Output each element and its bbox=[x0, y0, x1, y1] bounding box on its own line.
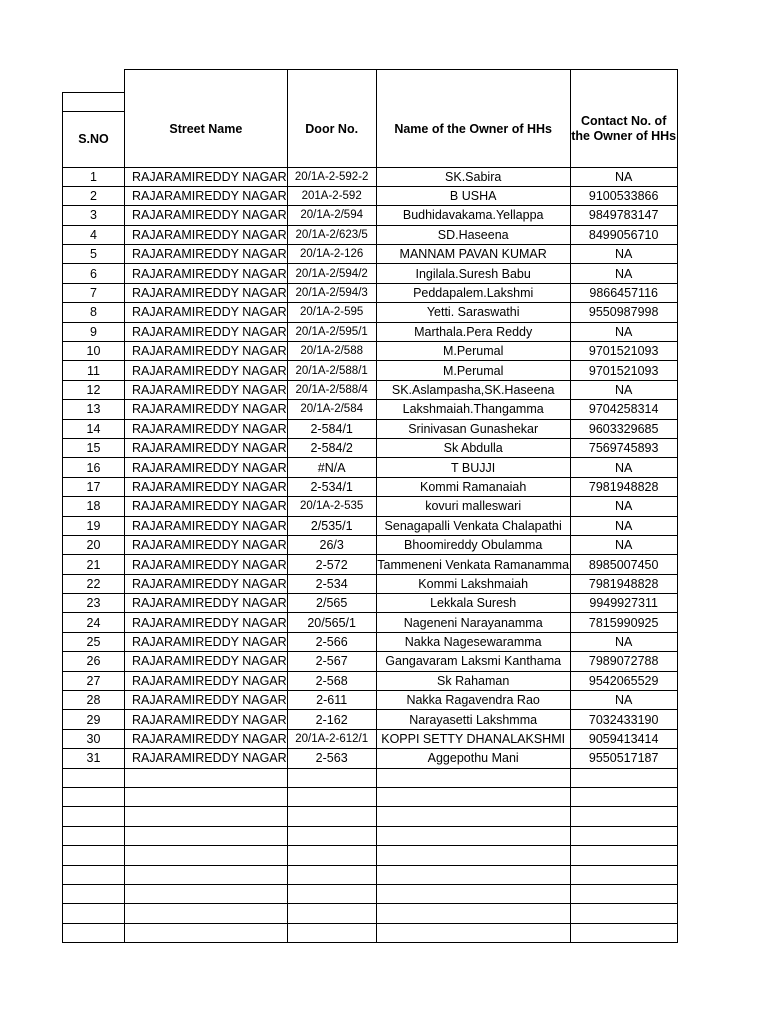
door-cell[interactable]: 20/1A-2/595/1 bbox=[287, 322, 376, 341]
empty-cell[interactable] bbox=[63, 92, 125, 111]
owner-cell[interactable]: SK.Sabira bbox=[376, 167, 570, 186]
street-cell[interactable]: RAJARAMIREDDY NAGAR bbox=[125, 555, 288, 574]
empty-cell[interactable] bbox=[570, 846, 677, 865]
contact-cell[interactable]: 9550517187 bbox=[570, 749, 677, 768]
street-cell[interactable]: RAJARAMIREDDY NAGAR bbox=[125, 419, 288, 438]
empty-row bbox=[63, 768, 678, 787]
table-row bbox=[63, 438, 678, 457]
empty-cell[interactable] bbox=[376, 807, 570, 826]
sno-cell[interactable]: 30 bbox=[63, 729, 125, 748]
empty-cell[interactable] bbox=[63, 904, 125, 923]
sno-header-cell bbox=[63, 111, 125, 167]
contact-cell[interactable]: 9603329685 bbox=[570, 419, 677, 438]
street-cell[interactable]: RAJARAMIREDDY NAGAR bbox=[125, 535, 288, 554]
contact-cell[interactable]: NA bbox=[570, 245, 677, 264]
empty-cell[interactable] bbox=[63, 788, 125, 807]
table-row bbox=[63, 167, 678, 186]
sno-cell[interactable]: 29 bbox=[63, 710, 125, 729]
header-spacer-row bbox=[63, 92, 678, 111]
sno-cell[interactable]: 13 bbox=[63, 400, 125, 419]
empty-cell[interactable] bbox=[125, 846, 288, 865]
street-cell[interactable]: RAJARAMIREDDY NAGAR bbox=[125, 574, 288, 593]
empty-cell[interactable] bbox=[63, 923, 125, 942]
table-row bbox=[63, 632, 678, 651]
sno-cell[interactable]: 22 bbox=[63, 574, 125, 593]
empty-cell bbox=[125, 92, 288, 167]
owner-cell[interactable]: Sk Rahaman bbox=[376, 671, 570, 690]
door-cell[interactable]: 26/3 bbox=[287, 535, 376, 554]
sno-cell[interactable]: 11 bbox=[63, 361, 125, 380]
owner-cell[interactable]: M.Perumal bbox=[376, 361, 570, 380]
street-cell[interactable]: RAJARAMIREDDY NAGAR bbox=[125, 303, 288, 322]
empty-row bbox=[63, 865, 678, 884]
contact-cell[interactable]: 9866457116 bbox=[570, 283, 677, 302]
sno-cell[interactable]: 20 bbox=[63, 535, 125, 554]
empty-cell[interactable] bbox=[287, 884, 376, 903]
street-cell[interactable]: RAJARAMIREDDY NAGAR bbox=[125, 729, 288, 748]
sno-cell[interactable]: 25 bbox=[63, 632, 125, 651]
owner-header: Name of the Owner of HHs bbox=[394, 122, 552, 137]
empty-cell[interactable] bbox=[376, 865, 570, 884]
contact-cell[interactable]: NA bbox=[570, 264, 677, 283]
sno-cell[interactable]: 7 bbox=[63, 283, 125, 302]
table-row bbox=[63, 322, 678, 341]
contact-cell[interactable]: 9701521093 bbox=[570, 342, 677, 361]
table-row bbox=[63, 729, 678, 748]
street-cell[interactable]: RAJARAMIREDDY NAGAR bbox=[125, 710, 288, 729]
door-cell[interactable]: 20/1A-2-612/1 bbox=[287, 729, 376, 748]
owner-cell[interactable]: Lakshmaiah.Thangamma bbox=[376, 400, 570, 419]
empty-cell[interactable] bbox=[570, 70, 677, 93]
empty-cell bbox=[287, 92, 376, 167]
door-cell[interactable]: 2-584/2 bbox=[287, 438, 376, 457]
door-cell[interactable]: 201A-2-592 bbox=[287, 186, 376, 205]
table-row bbox=[63, 652, 678, 671]
empty-cell[interactable] bbox=[287, 923, 376, 942]
sno-header: S.NO bbox=[78, 131, 109, 146]
street-cell[interactable]: RAJARAMIREDDY NAGAR bbox=[125, 283, 288, 302]
contact-cell[interactable]: 9849783147 bbox=[570, 206, 677, 225]
door-cell[interactable]: 20/1A-2-126 bbox=[287, 245, 376, 264]
empty-cell[interactable] bbox=[570, 884, 677, 903]
empty-cell[interactable] bbox=[287, 788, 376, 807]
sno-cell[interactable]: 10 bbox=[63, 342, 125, 361]
empty-cell[interactable] bbox=[570, 807, 677, 826]
empty-cell[interactable] bbox=[376, 904, 570, 923]
street-cell[interactable]: RAJARAMIREDDY NAGAR bbox=[125, 264, 288, 283]
door-cell[interactable]: 2/535/1 bbox=[287, 516, 376, 535]
table-row bbox=[63, 264, 678, 283]
sno-cell[interactable]: 14 bbox=[63, 419, 125, 438]
table-row bbox=[63, 186, 678, 205]
street-cell[interactable]: RAJARAMIREDDY NAGAR bbox=[125, 186, 288, 205]
door-cell[interactable]: 20/1A-2/594/2 bbox=[287, 264, 376, 283]
empty-cell[interactable] bbox=[570, 904, 677, 923]
street-cell[interactable]: RAJARAMIREDDY NAGAR bbox=[125, 206, 288, 225]
sno-cell[interactable]: 4 bbox=[63, 225, 125, 244]
empty-cell[interactable] bbox=[570, 788, 677, 807]
owner-cell[interactable]: Nakka Nagesewaramma bbox=[376, 632, 570, 651]
street-cell[interactable]: RAJARAMIREDDY NAGAR bbox=[125, 400, 288, 419]
street-cell[interactable]: RAJARAMIREDDY NAGAR bbox=[125, 691, 288, 710]
empty-cell[interactable] bbox=[125, 923, 288, 942]
street-cell[interactable]: RAJARAMIREDDY NAGAR bbox=[125, 497, 288, 516]
door-cell[interactable]: 2/565 bbox=[287, 594, 376, 613]
empty-row bbox=[63, 846, 678, 865]
owner-cell[interactable]: Nageneni Narayanamma bbox=[376, 613, 570, 632]
table-row bbox=[63, 283, 678, 302]
table-row bbox=[63, 419, 678, 438]
street-cell[interactable]: RAJARAMIREDDY NAGAR bbox=[125, 342, 288, 361]
empty-cell bbox=[376, 92, 570, 167]
table-row bbox=[63, 535, 678, 554]
empty-cell bbox=[63, 70, 125, 93]
sno-cell[interactable]: 2 bbox=[63, 186, 125, 205]
table-row bbox=[63, 477, 678, 496]
contact-cell[interactable]: 7569745893 bbox=[570, 438, 677, 457]
owner-cell[interactable]: Nakka Ragavendra Rao bbox=[376, 691, 570, 710]
empty-row bbox=[63, 788, 678, 807]
table-row bbox=[63, 574, 678, 593]
table-row bbox=[63, 342, 678, 361]
table-row bbox=[63, 671, 678, 690]
door-cell[interactable]: 20/1A-2/588 bbox=[287, 342, 376, 361]
empty-cell[interactable] bbox=[125, 884, 288, 903]
door-cell[interactable]: 2-567 bbox=[287, 652, 376, 671]
empty-cell[interactable] bbox=[125, 865, 288, 884]
owner-cell[interactable]: MANNAM PAVAN KUMAR bbox=[376, 245, 570, 264]
door-cell[interactable]: 20/1A-2/594/3 bbox=[287, 283, 376, 302]
empty-cell[interactable] bbox=[376, 788, 570, 807]
empty-cell[interactable] bbox=[63, 807, 125, 826]
sno-cell[interactable]: 27 bbox=[63, 671, 125, 690]
table-row bbox=[63, 400, 678, 419]
sno-cell[interactable]: 16 bbox=[63, 458, 125, 477]
empty-cell[interactable] bbox=[125, 788, 288, 807]
owner-cell[interactable]: Gangavaram Laksmi Kanthama bbox=[376, 652, 570, 671]
owner-cell[interactable]: SK.Aslampasha,SK.Haseena bbox=[376, 380, 570, 399]
table-row bbox=[63, 749, 678, 768]
sno-cell[interactable]: 15 bbox=[63, 438, 125, 457]
empty-cell[interactable] bbox=[287, 865, 376, 884]
contact-cell[interactable]: NA bbox=[570, 535, 677, 554]
door-cell[interactable]: 2-534/1 bbox=[287, 477, 376, 496]
contact-cell[interactable]: 7815990925 bbox=[570, 613, 677, 632]
door-cell[interactable]: 2-611 bbox=[287, 691, 376, 710]
empty-cell[interactable] bbox=[287, 904, 376, 923]
contact-cell[interactable]: NA bbox=[570, 167, 677, 186]
door-cell[interactable]: 20/1A-2-592-2 bbox=[287, 167, 376, 186]
street-cell[interactable]: RAJARAMIREDDY NAGAR bbox=[125, 632, 288, 651]
contact-cell[interactable]: 7032433190 bbox=[570, 710, 677, 729]
street-cell[interactable]: RAJARAMIREDDY NAGAR bbox=[125, 516, 288, 535]
contact-cell[interactable]: 9949927311 bbox=[570, 594, 677, 613]
table-row bbox=[63, 710, 678, 729]
empty-row bbox=[63, 923, 678, 942]
door-cell[interactable]: 2-162 bbox=[287, 710, 376, 729]
empty-cell[interactable] bbox=[63, 884, 125, 903]
empty-cell[interactable] bbox=[125, 826, 288, 845]
door-cell[interactable]: 2-568 bbox=[287, 671, 376, 690]
contact-header: Contact No. of the Owner of HHs bbox=[571, 114, 677, 144]
street-cell[interactable]: RAJARAMIREDDY NAGAR bbox=[125, 671, 288, 690]
owner-cell[interactable]: M.Perumal bbox=[376, 342, 570, 361]
table-row bbox=[63, 613, 678, 632]
empty-cell[interactable] bbox=[63, 846, 125, 865]
owner-list-table bbox=[62, 69, 678, 943]
contact-cell[interactable]: 9704258314 bbox=[570, 400, 677, 419]
contact-cell[interactable]: NA bbox=[570, 497, 677, 516]
street-cell[interactable]: RAJARAMIREDDY NAGAR bbox=[125, 225, 288, 244]
table-row bbox=[63, 361, 678, 380]
table-row bbox=[63, 555, 678, 574]
empty-cell[interactable] bbox=[287, 826, 376, 845]
sno-cell[interactable]: 26 bbox=[63, 652, 125, 671]
sno-cell[interactable]: 1 bbox=[63, 167, 125, 186]
empty-cell[interactable] bbox=[570, 826, 677, 845]
door-cell[interactable]: #N/A bbox=[287, 458, 376, 477]
table-row bbox=[63, 594, 678, 613]
contact-cell[interactable]: NA bbox=[570, 458, 677, 477]
empty-cell[interactable] bbox=[287, 807, 376, 826]
sno-cell[interactable]: 18 bbox=[63, 497, 125, 516]
door-cell[interactable]: 20/1A-2/588/4 bbox=[287, 380, 376, 399]
owner-cell[interactable]: SD.Haseena bbox=[376, 225, 570, 244]
street-cell[interactable]: RAJARAMIREDDY NAGAR bbox=[125, 477, 288, 496]
sno-cell[interactable]: 24 bbox=[63, 613, 125, 632]
empty-row bbox=[63, 807, 678, 826]
empty-cell[interactable] bbox=[287, 846, 376, 865]
empty-row bbox=[63, 826, 678, 845]
door-header: Door No. bbox=[305, 122, 359, 137]
empty-cell[interactable] bbox=[376, 70, 570, 93]
empty-cell[interactable] bbox=[125, 807, 288, 826]
table-row bbox=[63, 691, 678, 710]
empty-cell[interactable] bbox=[63, 826, 125, 845]
street-cell[interactable]: RAJARAMIREDDY NAGAR bbox=[125, 322, 288, 341]
empty-cell[interactable] bbox=[570, 768, 677, 787]
street-cell[interactable]: RAJARAMIREDDY NAGAR bbox=[125, 458, 288, 477]
door-cell[interactable]: 20/1A-2/584 bbox=[287, 400, 376, 419]
contact-cell[interactable]: NA bbox=[570, 632, 677, 651]
owner-cell[interactable]: B USHA bbox=[376, 186, 570, 205]
door-cell[interactable]: 20/1A-2/623/5 bbox=[287, 225, 376, 244]
sno-cell[interactable]: 19 bbox=[63, 516, 125, 535]
table-row bbox=[63, 245, 678, 264]
contact-cell[interactable]: 8499056710 bbox=[570, 225, 677, 244]
door-cell[interactable]: 2-572 bbox=[287, 555, 376, 574]
owner-cell[interactable]: Peddapalem.Lakshmi bbox=[376, 283, 570, 302]
owner-cell[interactable]: Lekkala Suresh bbox=[376, 594, 570, 613]
contact-cell[interactable]: 7989072788 bbox=[570, 652, 677, 671]
owner-cell[interactable]: Senagapalli Venkata Chalapathi bbox=[376, 516, 570, 535]
empty-cell[interactable] bbox=[287, 768, 376, 787]
table-row bbox=[63, 206, 678, 225]
street-cell[interactable]: RAJARAMIREDDY NAGAR bbox=[125, 380, 288, 399]
door-cell[interactable]: 2-584/1 bbox=[287, 419, 376, 438]
empty-cell[interactable] bbox=[125, 904, 288, 923]
empty-cell[interactable] bbox=[376, 826, 570, 845]
door-cell[interactable]: 20/1A-2-595 bbox=[287, 303, 376, 322]
table-row bbox=[63, 303, 678, 322]
empty-cell[interactable] bbox=[376, 846, 570, 865]
empty-cell[interactable] bbox=[63, 768, 125, 787]
empty-row bbox=[63, 904, 678, 923]
contact-cell[interactable]: 9550987998 bbox=[570, 303, 677, 322]
empty-cell[interactable] bbox=[570, 923, 677, 942]
empty-cell[interactable] bbox=[125, 768, 288, 787]
sno-cell[interactable]: 6 bbox=[63, 264, 125, 283]
table-body bbox=[63, 70, 678, 943]
table-row bbox=[63, 516, 678, 535]
owner-cell[interactable]: Marthala.Pera Reddy bbox=[376, 322, 570, 341]
table-row bbox=[63, 225, 678, 244]
owner-cell[interactable]: Budhidavakama.Yellappa bbox=[376, 206, 570, 225]
table-row bbox=[63, 458, 678, 477]
street-cell[interactable]: RAJARAMIREDDY NAGAR bbox=[125, 245, 288, 264]
owner-cell[interactable]: Ingilala.Suresh Babu bbox=[376, 264, 570, 283]
empty-cell[interactable] bbox=[376, 923, 570, 942]
door-cell[interactable]: 2-566 bbox=[287, 632, 376, 651]
door-cell[interactable]: 20/1A-2-535 bbox=[287, 497, 376, 516]
contact-cell[interactable]: NA bbox=[570, 516, 677, 535]
owner-cell[interactable]: Kommi Ramanaiah bbox=[376, 477, 570, 496]
owner-cell[interactable]: Kommi Lakshmaiah bbox=[376, 574, 570, 593]
sno-cell[interactable]: 12 bbox=[63, 380, 125, 399]
sno-cell[interactable]: 17 bbox=[63, 477, 125, 496]
owner-cell[interactable]: Bhoomireddy Obulamma bbox=[376, 535, 570, 554]
street-cell[interactable]: RAJARAMIREDDY NAGAR bbox=[125, 438, 288, 457]
door-cell[interactable]: 20/1A-2/588/1 bbox=[287, 361, 376, 380]
sno-cell[interactable]: 5 bbox=[63, 245, 125, 264]
header-spacer-row bbox=[63, 70, 678, 93]
door-cell[interactable]: 2-563 bbox=[287, 749, 376, 768]
owner-cell[interactable]: kovuri malleswari bbox=[376, 497, 570, 516]
contact-cell[interactable]: 9542065529 bbox=[570, 671, 677, 690]
street-cell[interactable]: RAJARAMIREDDY NAGAR bbox=[125, 613, 288, 632]
contact-cell[interactable]: 9701521093 bbox=[570, 361, 677, 380]
contact-cell[interactable]: 8985007450 bbox=[570, 555, 677, 574]
contact-cell[interactable]: NA bbox=[570, 322, 677, 341]
table-row bbox=[63, 380, 678, 399]
owner-cell[interactable]: Sk Abdulla bbox=[376, 438, 570, 457]
empty-cell[interactable] bbox=[63, 865, 125, 884]
sno-cell[interactable]: 3 bbox=[63, 206, 125, 225]
owner-cell[interactable]: T BUJJI bbox=[376, 458, 570, 477]
street-cell[interactable]: RAJARAMIREDDY NAGAR bbox=[125, 167, 288, 186]
door-cell[interactable]: 2-534 bbox=[287, 574, 376, 593]
empty-row bbox=[63, 884, 678, 903]
owner-cell[interactable]: Srinivasan Gunashekar bbox=[376, 419, 570, 438]
sno-cell[interactable]: 21 bbox=[63, 555, 125, 574]
owner-cell[interactable]: Tammeneni Venkata Ramanamma bbox=[376, 555, 570, 574]
empty-cell[interactable] bbox=[287, 70, 376, 93]
door-cell[interactable]: 20/565/1 bbox=[287, 613, 376, 632]
street-cell[interactable]: RAJARAMIREDDY NAGAR bbox=[125, 749, 288, 768]
empty-cell[interactable] bbox=[376, 884, 570, 903]
owner-cell[interactable]: Aggepothu Mani bbox=[376, 749, 570, 768]
sno-cell[interactable]: 23 bbox=[63, 594, 125, 613]
sno-cell[interactable]: 8 bbox=[63, 303, 125, 322]
owner-cell[interactable]: Yetti. Saraswathi bbox=[376, 303, 570, 322]
contact-cell[interactable]: 7981948828 bbox=[570, 477, 677, 496]
empty-cell[interactable] bbox=[570, 865, 677, 884]
table-row bbox=[63, 497, 678, 516]
sno-cell[interactable]: 9 bbox=[63, 322, 125, 341]
street-cell[interactable]: RAJARAMIREDDY NAGAR bbox=[125, 652, 288, 671]
door-cell[interactable]: 20/1A-2/594 bbox=[287, 206, 376, 225]
contact-cell[interactable]: 9100533866 bbox=[570, 186, 677, 205]
owner-cell[interactable]: KOPPI SETTY DHANALAKSHMI bbox=[376, 729, 570, 748]
contact-cell[interactable]: NA bbox=[570, 691, 677, 710]
contact-cell[interactable]: 9059413414 bbox=[570, 729, 677, 748]
empty-cell[interactable] bbox=[376, 768, 570, 787]
empty-cell[interactable] bbox=[125, 70, 288, 93]
sno-cell[interactable]: 28 bbox=[63, 691, 125, 710]
empty-cell bbox=[570, 92, 677, 167]
street-cell[interactable]: RAJARAMIREDDY NAGAR bbox=[125, 361, 288, 380]
sno-cell[interactable]: 31 bbox=[63, 749, 125, 768]
owner-cell[interactable]: Narayasetti Lakshmma bbox=[376, 710, 570, 729]
contact-cell[interactable]: 7981948828 bbox=[570, 574, 677, 593]
contact-cell[interactable]: NA bbox=[570, 380, 677, 399]
street-cell[interactable]: RAJARAMIREDDY NAGAR bbox=[125, 594, 288, 613]
street-header: Street Name bbox=[169, 122, 243, 137]
